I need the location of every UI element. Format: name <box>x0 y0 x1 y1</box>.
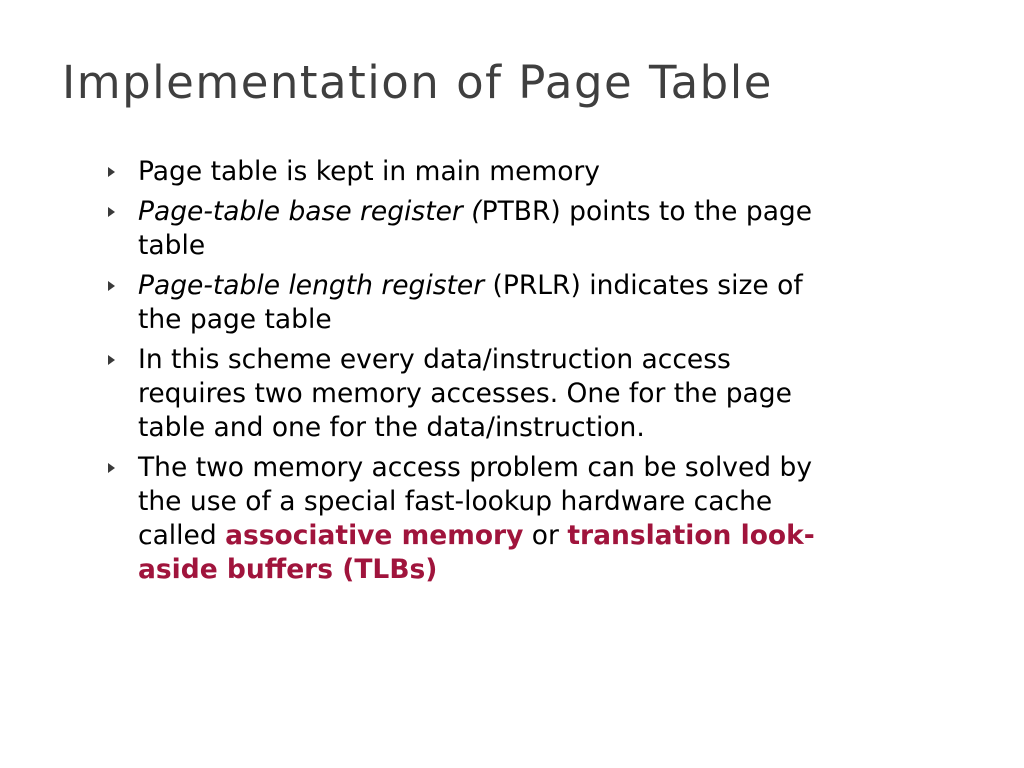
bullet-list <box>104 155 834 593</box>
triangle-right-icon <box>108 355 115 365</box>
tlb-highlight: translation look-aside buffers (TLBs) <box>138 520 815 585</box>
associative-memory-highlight: associative memory <box>225 520 524 551</box>
bullet-item-2 <box>104 195 834 263</box>
slide-title: Implementation of Page Table <box>62 56 773 109</box>
bullet-item-5 <box>104 451 834 587</box>
bullet-4-text: In this scheme every data/instruction access requires two memory accesses. One for the page table and one for the data/instruction. <box>138 344 792 443</box>
bullet-5-text: The two memory access problem can be solved by the use of a special fast-lookup hardware cache called <box>138 452 813 551</box>
triangle-right-icon <box>108 281 115 291</box>
triangle-right-icon <box>108 207 115 217</box>
triangle-right-icon <box>108 167 115 177</box>
bullet-item-3 <box>104 269 834 337</box>
bullet-item-1 <box>104 155 834 189</box>
bullet-3-italic: Page-table length register <box>138 270 485 301</box>
bullet-2-text: PTBR) points to the page table <box>138 196 813 261</box>
bullet-item-4 <box>104 343 834 445</box>
bullet-1-text: Page table is kept in main memory <box>138 156 600 187</box>
bullet-3-text: (PRLR) indicates size of the page table <box>138 270 803 335</box>
bullet-5-connector: or <box>523 520 568 551</box>
bullet-2-italic: Page-table base register ( <box>138 196 482 227</box>
triangle-right-icon <box>108 463 115 473</box>
